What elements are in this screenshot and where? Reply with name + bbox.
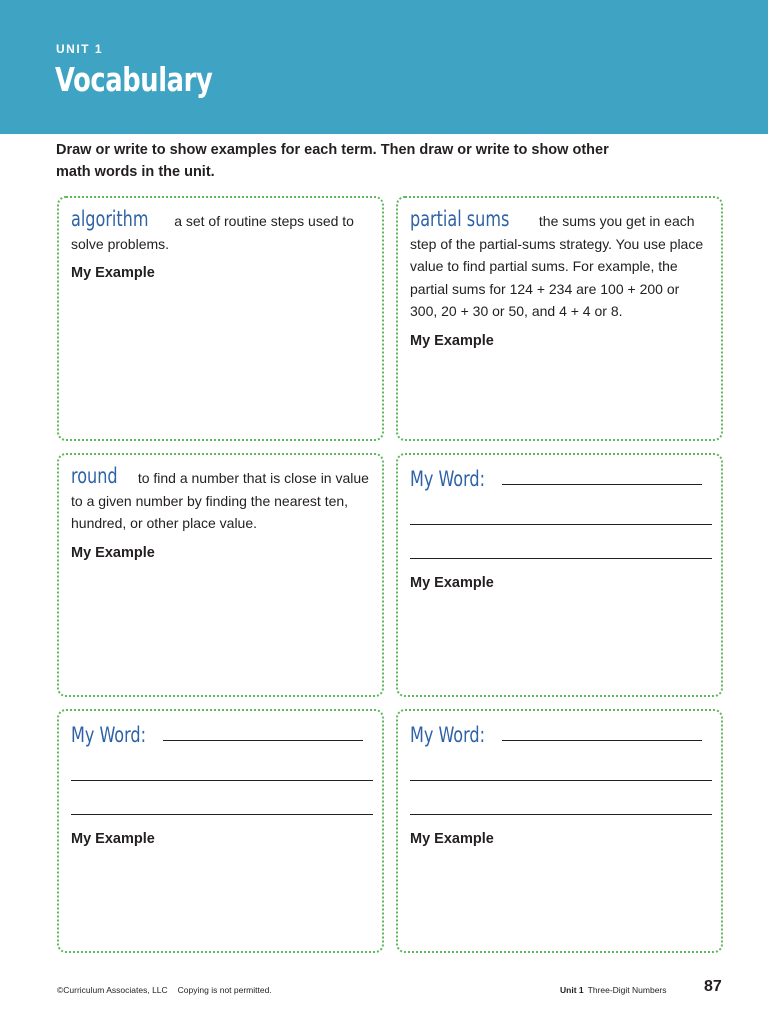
header-banner (0, 0, 768, 134)
my-example-label: My Example (410, 332, 494, 349)
my-word-blank[interactable] (163, 739, 363, 741)
footer-copyright (57, 985, 272, 995)
term-round: round (71, 464, 118, 488)
unit-label: UNIT 1 (56, 42, 104, 56)
page-title: Vocabulary (55, 60, 213, 99)
my-example-label: My Example (410, 575, 494, 591)
page-number: 87 (704, 978, 722, 995)
torn-edge (0, 118, 768, 140)
my-word-blank[interactable] (502, 483, 702, 485)
footer-unit-info (560, 985, 667, 995)
card-my-word-3 (396, 709, 723, 953)
write-line[interactable] (410, 813, 712, 815)
term-partial-sums: partial sums (410, 207, 510, 231)
my-word-blank[interactable] (502, 739, 702, 741)
my-word-label: My Word: (410, 467, 486, 491)
footer-unit: Unit 1 (560, 985, 584, 995)
definition-round: to find a number that is close in value to a given number by finding the nearest ten, hundred, or other place value. (71, 470, 369, 531)
definition-partial-sums: the sums you get in each step of the partial-sums strategy. You use place value to find partial sums. For example, the partial sums for 124 + 234 are 100 + 200 or 300, 20 + 30 or 50, and 4 + 4 or 8. (410, 213, 704, 319)
write-line[interactable] (71, 779, 373, 781)
footer-unit-title: Three-Digit Numbers (587, 985, 667, 995)
card-my-word-2 (57, 709, 384, 953)
my-word-label: My Word: (410, 723, 486, 747)
write-line[interactable] (410, 779, 712, 781)
definition-algorithm: a set of routine steps used to solve problems. (71, 213, 354, 252)
my-example-label: My Example (71, 544, 155, 561)
write-line[interactable] (410, 557, 712, 559)
write-line[interactable] (71, 813, 373, 815)
card-my-word-1 (396, 453, 723, 697)
term-algorithm: algorithm (71, 207, 149, 231)
my-example-label: My Example (71, 831, 155, 847)
my-example-label: My Example (71, 265, 155, 281)
card-round (57, 453, 384, 697)
card-algorithm (57, 196, 384, 441)
copyright-text: ©Curriculum Associates, LLC (57, 985, 168, 995)
my-example-label: My Example (410, 831, 494, 847)
write-line[interactable] (410, 523, 712, 525)
instructions: Draw or write to show examples for each term. Then draw or write to show other math words in the unit. (56, 142, 609, 180)
card-partial-sums (396, 196, 723, 441)
copy-notice: Copying is not permitted. (177, 985, 272, 995)
my-word-label: My Word: (71, 723, 147, 747)
